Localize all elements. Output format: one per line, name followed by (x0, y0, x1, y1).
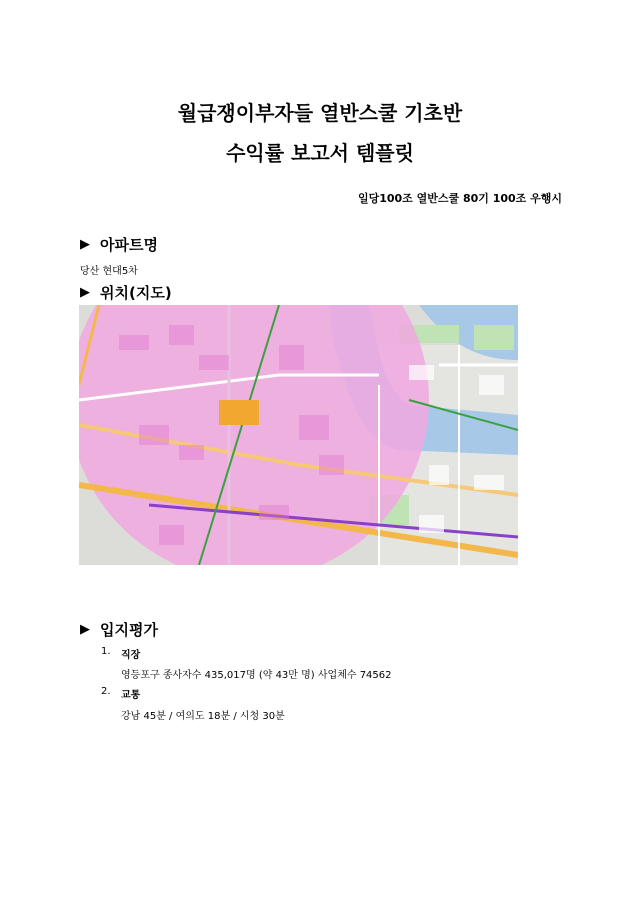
page-title-line1: 월급쟁이부자들 열반스쿨 기초반 (177, 101, 463, 125)
triangle-bullet-icon: ▶ (80, 285, 90, 300)
page-title-line2: 수익률 보고서 템플릿 (226, 141, 414, 165)
list-item-title-transport: 교통 (121, 690, 141, 701)
apartment-name-text: 당산 현대5차 (80, 266, 138, 277)
map-park (474, 325, 514, 350)
section-location-map (80, 282, 172, 303)
list-item-body-transport: 강남 45분 / 여의도 18분 / 시청 30분 (121, 711, 285, 722)
location-map-image (79, 305, 518, 565)
section-heading: 입지평가 (100, 621, 158, 639)
map-target-block (219, 400, 259, 425)
map-graphic (79, 305, 518, 565)
section-heading: 아파트명 (100, 236, 158, 254)
list-item-body-jobs: 영등포구 종사자수 435,017명 (약 43만 명) 사업체수 74562 (121, 670, 392, 681)
section-heading: 위치(지도) (100, 284, 172, 302)
list-item-number: 1. (101, 646, 111, 657)
triangle-bullet-icon: ▶ (80, 237, 90, 252)
list-item-number: 2. (101, 686, 111, 697)
list-item-title-jobs: 직장 (121, 650, 141, 661)
section-apartment-name (80, 234, 158, 255)
section-location-evaluation (80, 619, 158, 640)
triangle-bullet-icon: ▶ (80, 622, 90, 637)
author-subtitle: 일당100조 열반스쿨 80기 100조 우행시 (357, 192, 562, 205)
